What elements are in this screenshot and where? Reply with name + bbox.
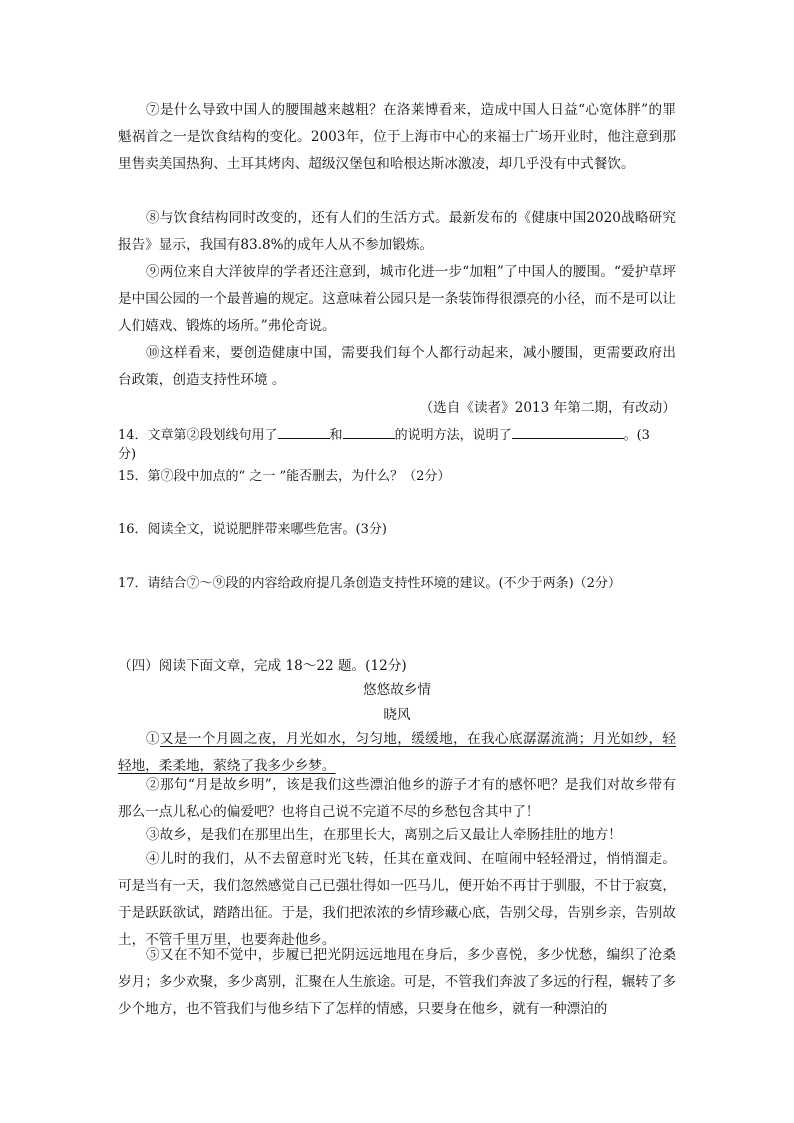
answer-blank-3[interactable] [512,424,624,439]
article-title: 悠悠故乡情 [363,682,431,698]
section-4-header: （四）阅读下面文章，完成 18～22 题。(12分) [118,658,407,674]
underlined-sentence: 又是一个月圆之夜，月光如水，匀匀地，缓缓地，在我心底潺潺流淌；月光如纱，轻轻地，柔柔地，萦绕了我多少乡梦。 [118,731,677,774]
paragraph-7: ⑦是什么导致中国人的腰围越来越粗？在洛莱博看来，造成中国人日益“心宽体胖”的罪魁祸首之一是饮食结构的变化。2003年，位于上海市中心的来福士广场开业时，他注意到那里售卖美国热狗、土耳其烤肉、超级汉堡包和哈根达斯冰激凌，却几乎没有中式餐饮。 [118,102,676,172]
paragraph-2: ②那句“月是故乡明”，该是我们这些漂泊他乡的游子才有的感怀吧？是我们对故乡带有那么一点儿私心的偏爱吧？也将自己说不完道不尽的乡愁包含其中了！ [118,777,676,820]
paragraph-1-mark: ① [146,731,160,747]
paragraph-4: ④儿时的我们，从不去留意时光飞转，任其在童戏间、在喧闹中轻轻滑过，悄悄溜走。可是当有一天，我们忽然感觉自己已强壮得如一匹马儿，便开始不再甘于驯服，不甘于寂寞，于是跃跃欲试，踏踏出征。于是，我们把浓浓的乡情珍藏心底，告别父母，告别乡亲，告别故土，不管千里万里，也要奔赴他乡。 [118,851,676,948]
article-author: 晓风 [383,707,411,723]
answer-blank-2[interactable] [343,424,395,439]
paragraph-5: ⑤又在不知不觉中，步履已把光阴远远地甩在身后，多少喜悦，多少忧愁，编织了沧桑岁月；多少欢聚，多少离别，汇聚在人生旅途。可是，不管我们奔波了多远的行程，辗转了多少个地方，也不管我们与他乡结下了怎样的情感，只要身在他乡，就有一种漂泊的 [118,947,676,1017]
paragraph-8: ⑧与饮食结构同时改变的，还有人们的生活方式。最新发布的《健康中国2020战略研究报告》显示，我国有83.8%的成年人从不参加锻炼。 [118,210,676,253]
question-14-text-c: 的说明方法，说明了 [394,428,512,443]
source-citation: （选自《读者》2013 年第二期，有改动） [419,400,676,416]
question-15: 15．第⑦段中加点的“ 之一 ”能否删去，为什么？（2分） [118,469,451,484]
answer-blank-1[interactable] [278,424,330,439]
question-14 [118,424,678,464]
question-14-text-a: 14．文章第②段划线句用了 [118,428,278,443]
question-16: 16．阅读全文，说说肥胖带来哪些危害。(3分) [118,522,387,537]
paragraph-9: ⑨两位来自大洋彼岸的学者还注意到，城市化进一步“加粗”了中国人的腰围。“爱护草坪是中国公园的一个最普遍的规定。这意味着公园只是一条装饰得很漂亮的小径，而不是可以让人们嬉戏、锻炼的场所。”弗伦奇说。 [118,264,676,334]
paragraph-3: ③故乡，是我们在那里出生，在那里长大，离别之后又最让人牵肠挂肚的地方！ [146,827,622,843]
question-14-text-b: 和 [329,428,343,443]
question-14-text-e: 分) [118,447,137,462]
question-17: 17．请结合⑦～⑨段的内容给政府提几条创造支持性环境的建议。(不少于两条)（2分） [118,576,621,591]
paragraph-10: ⑩这样看来，要创造健康中国，需要我们每个人都行动起来，减小腰围，更需要政府出台政策，创造支持性环境 。 [118,345,676,388]
question-14-text-d: 。(3 [623,428,650,443]
